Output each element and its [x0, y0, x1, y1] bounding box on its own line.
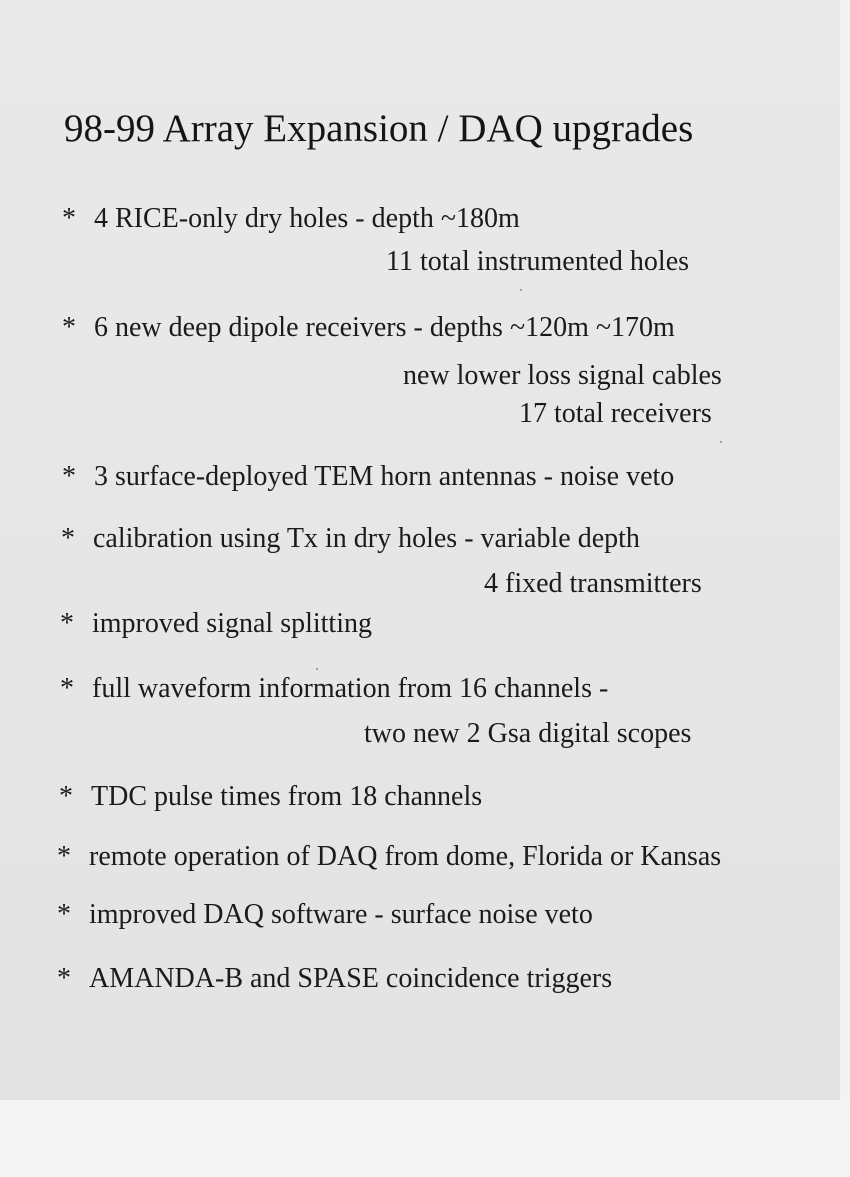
item-text: improved DAQ software - surface noise veto [89, 899, 593, 930]
item-text: AMANDA-B and SPASE coincidence triggers [89, 963, 613, 994]
bullet-item-coincidence-triggers [57, 962, 612, 996]
item-subline: new lower loss signal cables [403, 360, 722, 391]
bullet-item-rice-holes [62, 202, 520, 236]
item-text: improved signal splitting [92, 608, 372, 639]
bullet-marker: * [62, 461, 76, 492]
scan-speck [316, 668, 318, 670]
bullet-item-daq-software [57, 898, 593, 932]
bullet-marker: * [59, 781, 73, 812]
bullet-marker: * [60, 608, 74, 639]
item-text: full waveform information from 16 channels - [92, 673, 609, 704]
bullet-item-dipole-receivers [62, 311, 675, 345]
bullet-item-calibration [61, 522, 640, 556]
bullet-item-tdc [59, 780, 482, 814]
bullet-marker: * [60, 673, 74, 704]
bullet-marker: * [57, 899, 71, 930]
item-text: 3 surface-deployed TEM horn antennas - noise veto [94, 461, 675, 492]
bullet-marker: * [57, 841, 71, 872]
bullet-marker: * [61, 523, 75, 554]
item-subline: 11 total instrumented holes [386, 246, 690, 277]
bullet-item-waveform [60, 672, 608, 706]
bullet-marker: * [62, 203, 76, 234]
item-subline: 4 fixed transmitters [484, 568, 702, 599]
item-text: remote operation of DAQ from dome, Florida or Kansas [89, 841, 722, 872]
slide-title: 98-99 Array Expansion / DAQ upgrades [64, 107, 694, 150]
bullet-item-tem-horns [62, 460, 674, 494]
scan-speck [720, 441, 722, 443]
bullet-item-signal-splitting [60, 607, 372, 641]
page-margin [0, 1100, 850, 1177]
scan-speck [520, 289, 522, 291]
bullet-marker: * [62, 312, 76, 343]
item-text: 4 RICE-only dry holes - depth ~180m [94, 203, 520, 234]
page-edge [840, 0, 850, 1100]
bullet-marker: * [57, 963, 71, 994]
bullet-item-remote-operation [57, 840, 721, 874]
item-text: TDC pulse times from 18 channels [91, 781, 483, 812]
item-text: calibration using Tx in dry holes - variable depth [93, 523, 640, 554]
item-subline: two new 2 Gsa digital scopes [364, 718, 692, 749]
item-subline: 17 total receivers [519, 398, 712, 429]
item-text: 6 new deep dipole receivers - depths ~120m ~170m [94, 312, 675, 343]
